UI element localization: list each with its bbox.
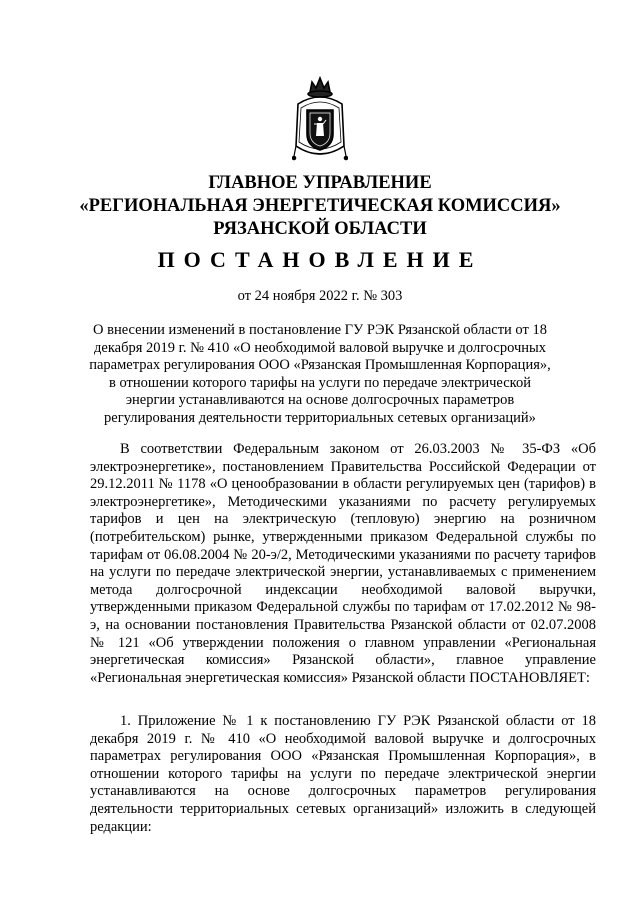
clause-1-paragraph: 1. Приложение № 1 к постановлению ГУ РЭК Рязанской области от 18 декабря 2019 г. № 410 «О необходимой валовой выручке и долгосрочных параметрах регулирования ООО «Рязанская Промышленная Корпорация», в отношении которого тарифы на услуги по передаче электрической энергии устанавливаются на основе долгосрочных параметров регулирования деятельности территориальных сетевых организаций» изложить в следующей редакции:: [90, 713, 596, 835]
preamble-paragraph: В соответствии Федеральным законом от 26.03.2003 № 35-ФЗ «Об электроэнергетике», постановлением Правительства Российской Федерации от 29.12.2011 № 1178 «О ценообразовании в области регулируемых цен (тарифов) в электроэнергетике», Методическими указаниями по расчету регулируемых тарифов и цен на электрическую (тепловую) энергию на розничном (потребительском) рынке, утвержденными приказом Федеральной службы по тарифам от 06.08.2004 № 20-э/2, Методическими указаниями по расчету тарифов на услуги по передаче электрической энергии, устанавливаемых с применением метода долгосрочной индексации необходимой валовой выручки, утвержденными приказом Федеральной службы по тарифам от 17.02.2012 № 98-э, на основании постановления Правительства Рязанской области от 02.07.2008 № 121 «Об утверждении положения о главном управлении «Региональная энергетическая комиссия» Рязанской области», главное управление «Региональная энергетическая комиссия» Рязанской области ПОСТАНОВЛЯЕТ:: [90, 441, 596, 686]
ryazan-coat-of-arms-icon: [292, 76, 348, 164]
org-name-line-2: «РЕГИОНАЛЬНАЯ ЭНЕРГЕТИЧЕСКАЯ КОМИССИЯ»: [79, 196, 561, 216]
document-date-number: от 24 ноября 2022 г. № 303: [237, 288, 403, 304]
org-name-line-1: ГЛАВНОЕ УПРАВЛЕНИЕ: [208, 173, 432, 193]
document-title: О внесении изменений в постановление ГУ РЭК Рязанской области от 18 декабря 2019 г. № 410 «О необходимой валовой выручке и долгосрочных параметрах регулирования ООО «Рязанская Промышленная Корпорация», в отношении которого тарифы на услуги по передаче электрической энергии устанавливаются на основе долгосрочных параметров регулирования деятельности территориальных сетевых организаций»: [89, 322, 551, 426]
org-name-line-3: РЯЗАНСКОЙ ОБЛАСТИ: [213, 219, 427, 239]
document-type-heading: ПОСТАНОВЛЕНИЕ: [157, 247, 483, 272]
